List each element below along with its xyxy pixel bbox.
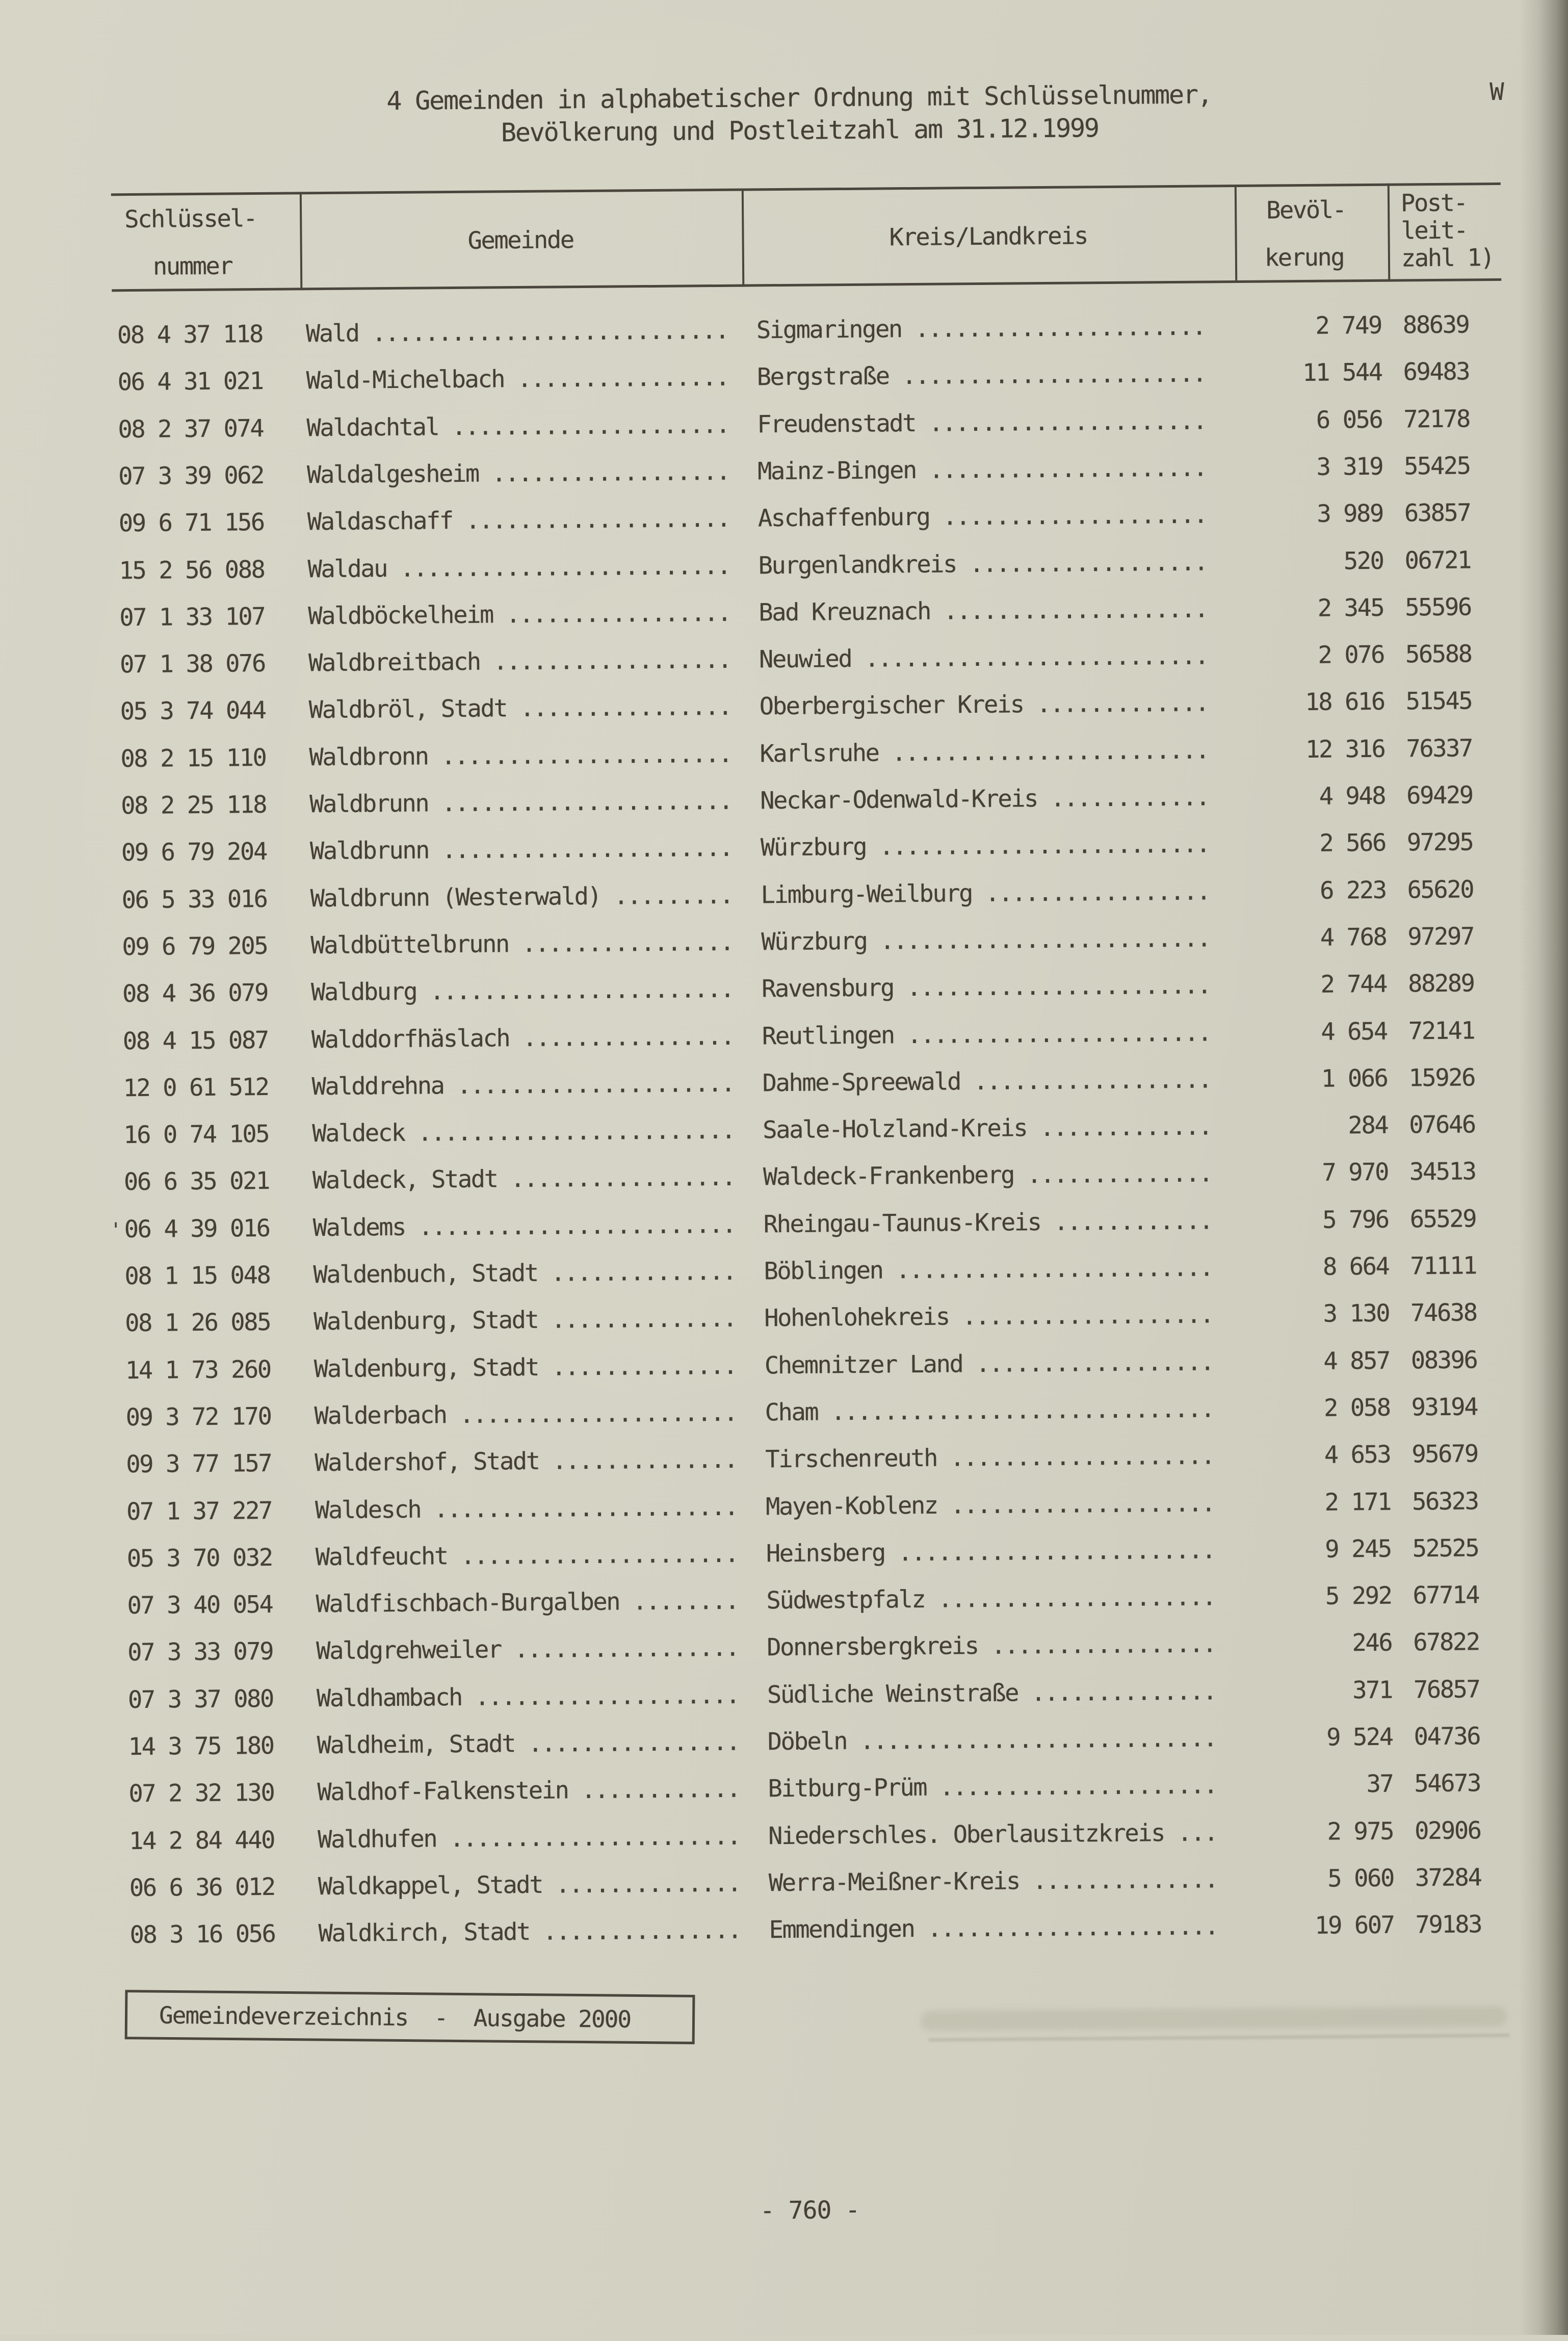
row-population: 18 616	[1305, 688, 1384, 717]
row-plz: 72178	[1403, 404, 1470, 434]
row-population: 2 744	[1320, 970, 1387, 999]
row-gemeinde: Waldbrunn (Westerwald) .........	[310, 881, 733, 913]
row-gemeinde: Waldenbuch, Stadt ..............	[313, 1257, 736, 1289]
row-gemeinde: Waldbröl, Stadt ................	[308, 693, 731, 724]
row-gemeinde: Waldachtal .....................	[306, 410, 729, 442]
row-key: 09 6 71 156	[118, 508, 264, 538]
row-plz: 65529	[1409, 1205, 1476, 1234]
table-row	[7, 1863, 1568, 1906]
row-plz: 69429	[1406, 781, 1473, 810]
row-population: 4 948	[1319, 782, 1386, 811]
row-plz: 63857	[1404, 499, 1471, 528]
row-kreis: Neckar-Odenwald-Kreis ............	[760, 783, 1209, 815]
row-key: 07 3 39 062	[118, 461, 264, 491]
row-plz: 34513	[1409, 1157, 1476, 1186]
row-population: 2 171	[1324, 1488, 1391, 1517]
table-row	[1, 1016, 1568, 1058]
row-kreis: Aschaffenburg ....................	[757, 501, 1207, 533]
row-plz: 55596	[1405, 593, 1471, 622]
table-row	[5, 1580, 1568, 1623]
row-key: 09 3 77 157	[126, 1449, 272, 1479]
row-kreis: Freudenstadt .....................	[757, 407, 1207, 438]
row-plz: 37284	[1415, 1863, 1481, 1892]
row-kreis: Niederschles. Oberlausitzkreis ...	[768, 1818, 1217, 1850]
row-key: 14 1 73 260	[125, 1355, 271, 1385]
table-row	[0, 451, 1564, 494]
row-plz: 71111	[1410, 1252, 1477, 1281]
table-row	[0, 357, 1563, 400]
page-title-line1: 4 Gemeinden in alphabetischer Ordnung mit Schlüsselnummer,	[386, 80, 1212, 116]
row-kreis: Mayen-Koblenz ....................	[765, 1489, 1215, 1521]
row-key: 12 0 61 512	[123, 1073, 269, 1102]
table-row	[0, 875, 1567, 918]
row-population: 2 345	[1317, 593, 1384, 622]
row-gemeinde: Waldböckelheim .................	[308, 599, 731, 631]
row-kreis: Karlsruhe ........................	[760, 736, 1209, 768]
row-key: 08 2 25 118	[121, 790, 267, 820]
row-key: 05 3 74 044	[120, 696, 266, 726]
row-kreis: Saale-Holzland-Kreis .............	[763, 1112, 1212, 1145]
row-kreis: Bergstraße .......................	[756, 359, 1206, 392]
row-kreis: Döbeln ...........................	[767, 1724, 1217, 1756]
row-gemeinde: Waldgrehweiler .................	[316, 1634, 739, 1666]
row-plz: 65620	[1407, 875, 1474, 904]
row-population: 5 292	[1325, 1581, 1392, 1610]
page-title-line2: Bevölkerung und Postleitzahl am 31.12.1999	[501, 113, 1099, 148]
row-kreis: Werra-Meißner-Kreis ..............	[768, 1865, 1218, 1897]
table-row	[0, 310, 1563, 353]
row-plz: 52525	[1412, 1534, 1479, 1563]
row-gemeinde: Waldbüttelbrunn ................	[310, 928, 734, 960]
table-row	[0, 827, 1567, 870]
page-number: - 760 -	[760, 2195, 860, 2225]
row-key: 06 5 33 016	[121, 885, 267, 914]
row-key: 08 2 37 074	[118, 414, 264, 444]
row-kreis: Emmendingen ......................	[769, 1912, 1218, 1944]
row-plz: 97295	[1406, 828, 1473, 857]
row-gemeinde: Wald-Michelbach ................	[306, 363, 729, 395]
row-kreis: Bad Kreuznach ....................	[759, 595, 1208, 627]
row-gemeinde: Waldbreitbach ..................	[308, 645, 731, 678]
row-gemeinde: Waldershof, Stadt ..............	[315, 1445, 738, 1477]
row-key: 06 6 35 021	[123, 1167, 270, 1196]
row-key: 08 4 37 118	[117, 320, 263, 350]
row-kreis: Waldeck-Frankenberg ..............	[763, 1159, 1212, 1191]
row-key: 06 6 36 012	[129, 1872, 275, 1903]
row-kreis: Limburg-Weilburg .................	[761, 877, 1210, 909]
row-gemeinde: Waldems ........................	[312, 1210, 736, 1242]
row-population: 2 975	[1327, 1817, 1394, 1846]
row-gemeinde: Waldbrunn ......................	[309, 834, 733, 866]
row-plz: 56588	[1405, 640, 1472, 669]
row-plz: 06721	[1404, 545, 1471, 575]
row-gemeinde: Walddorfhäslach ................	[311, 1022, 734, 1054]
row-gemeinde: Waldbronn ......................	[309, 740, 732, 771]
row-key: 07 1 33 107	[119, 602, 265, 632]
row-kreis: Südwestpfalz .....................	[766, 1583, 1216, 1615]
edition-box-label: Gemeindeverzeichnis - Ausgabe 2000	[159, 2001, 631, 2033]
row-key: 14 3 75 180	[128, 1731, 274, 1761]
table-row	[4, 1439, 1568, 1482]
row-key: 08 4 36 079	[122, 979, 268, 1008]
row-population: 6 056	[1316, 405, 1382, 434]
ghost-imprint-smudge	[921, 2006, 1507, 2031]
row-population: 3 319	[1316, 452, 1383, 481]
row-plz: 56323	[1412, 1487, 1478, 1516]
row-kreis: Oberbergischer Kreis .............	[759, 689, 1209, 721]
row-kreis: Neuwied ..........................	[759, 642, 1208, 674]
header-divider-gemeinde-kreis	[742, 189, 745, 287]
row-key: 09 3 72 170	[125, 1402, 271, 1432]
row-population: 9 524	[1326, 1723, 1393, 1752]
table-row	[0, 734, 1566, 776]
table-row	[6, 1675, 1568, 1718]
table-row	[2, 1204, 1568, 1247]
row-population: 2 566	[1319, 829, 1386, 858]
row-plz: 54673	[1414, 1769, 1481, 1798]
row-plz: 15926	[1408, 1063, 1475, 1093]
row-key: 16 0 74 105	[123, 1120, 269, 1150]
row-key: 09 6 79 205	[122, 931, 268, 961]
row-kreis: Hohenlohekreis ...................	[764, 1300, 1213, 1333]
table-row	[6, 1768, 1568, 1811]
row-population: 12 316	[1305, 735, 1385, 764]
row-population: 284	[1348, 1111, 1388, 1140]
row-plz: 95679	[1412, 1440, 1478, 1469]
row-key: 07 3 40 054	[127, 1591, 273, 1620]
row-plz: 79183	[1415, 1910, 1482, 1939]
row-gemeinde: Waldkirch, Stadt ...............	[318, 1916, 741, 1948]
corner-letter: W	[1489, 77, 1503, 107]
table-row	[7, 1815, 1568, 1858]
page-edge-shadow	[1519, 0, 1568, 2335]
row-gemeinde: Waldesch .......................	[315, 1493, 738, 1524]
col-header-bevoelkerung-line1: Bevöl-	[1266, 196, 1346, 225]
row-gemeinde: Waldenburg, Stadt ..............	[313, 1351, 737, 1383]
row-kreis: Ravensburg .......................	[761, 971, 1211, 1003]
col-header-plz-line2: leit-	[1401, 216, 1468, 245]
table-row	[1, 1110, 1568, 1153]
row-kreis: Cham .............................	[765, 1395, 1214, 1427]
row-kreis: Bitburg-Prüm .....................	[768, 1771, 1217, 1803]
row-plz: 51545	[1405, 687, 1472, 716]
row-kreis: Böblingen ........................	[764, 1254, 1213, 1286]
row-gemeinde: Waldaschaff ....................	[307, 504, 730, 536]
row-population: 2 058	[1323, 1393, 1390, 1422]
row-key: 09 6 79 204	[121, 838, 267, 867]
col-header-bevoelkerung-line2: kerung	[1264, 243, 1344, 272]
row-gemeinde: Waldfischbach-Burgalben ........	[316, 1586, 739, 1619]
row-kreis: Burgenlandkreis ..................	[758, 548, 1208, 580]
row-gemeinde: Waldeck ........................	[312, 1116, 735, 1148]
table-row	[6, 1722, 1568, 1764]
row-gemeinde: Walderbach .....................	[314, 1398, 737, 1430]
row-kreis: Sigmaringen ......................	[756, 313, 1206, 345]
row-key: 07 3 33 079	[127, 1637, 273, 1667]
row-plz: 72141	[1408, 1016, 1475, 1045]
row-kreis: Mainz-Bingen .....................	[757, 454, 1207, 486]
col-header-plz-line1: Post-	[1400, 189, 1467, 218]
row-population: 4 857	[1323, 1346, 1390, 1375]
table-row	[4, 1486, 1568, 1529]
table-row	[0, 545, 1565, 588]
row-kreis: Heinsberg ........................	[766, 1536, 1215, 1568]
table-row	[5, 1533, 1568, 1576]
row-kreis: Tirschenreuth ....................	[765, 1442, 1215, 1474]
row-plz: 74638	[1410, 1298, 1477, 1328]
table-row	[0, 969, 1568, 1011]
col-header-schluessel-line2: nummer	[152, 252, 232, 281]
row-population: 37	[1366, 1770, 1393, 1799]
row-plz: 88639	[1402, 310, 1469, 340]
row-population: 9 245	[1325, 1534, 1392, 1564]
row-population: 520	[1343, 547, 1383, 575]
row-plz: 88289	[1407, 969, 1474, 998]
table-row	[0, 404, 1564, 447]
row-plz: 76337	[1406, 734, 1473, 763]
header-divider-bevoelkerung-plz	[1388, 184, 1391, 282]
row-key: 08 4 15 087	[122, 1026, 268, 1055]
row-key: 08 2 15 110	[120, 743, 266, 773]
row-key: 14 2 84 440	[128, 1826, 275, 1855]
row-population: 19 607	[1314, 1911, 1394, 1940]
row-gemeinde: Waldheim, Stadt ................	[317, 1728, 740, 1760]
row-kreis: Chemnitzer Land ..................	[764, 1348, 1214, 1380]
row-key: 07 1 37 227	[126, 1496, 272, 1526]
row-population: 4 768	[1320, 923, 1387, 952]
row-population: 246	[1352, 1629, 1392, 1657]
row-gemeinde: Walddrehna .....................	[311, 1069, 735, 1101]
row-key: 08 1 15 048	[124, 1261, 270, 1291]
row-gemeinde: Waldenburg, Stadt ..............	[313, 1305, 737, 1336]
row-plz: 04736	[1414, 1722, 1480, 1751]
table-row	[2, 1251, 1568, 1294]
table-row	[3, 1392, 1568, 1435]
row-gemeinde: Waldburg .......................	[310, 975, 734, 1007]
header-top-rule	[111, 183, 1501, 196]
table-row	[5, 1627, 1568, 1670]
header-bottom-rule	[112, 278, 1501, 292]
row-plz: 07646	[1409, 1110, 1475, 1139]
row-kreis: Würzburg .........................	[760, 830, 1210, 862]
table-row	[7, 1910, 1568, 1953]
row-plz: 02906	[1414, 1816, 1481, 1845]
table-row	[0, 639, 1565, 682]
row-key: 05 3 70 032	[126, 1543, 272, 1573]
row-plz: 76857	[1413, 1675, 1480, 1704]
row-plz: 55425	[1403, 452, 1470, 481]
row-key: 07 1 38 076	[119, 649, 266, 679]
row-plz: 67714	[1413, 1581, 1479, 1610]
table-row	[0, 781, 1566, 823]
row-population: 8 664	[1322, 1252, 1389, 1281]
row-kreis: Reutlingen .......................	[762, 1018, 1211, 1050]
row-key: 06 4 31 021	[117, 367, 263, 397]
row-population: 5 060	[1327, 1864, 1394, 1893]
header-divider-schluessel-gemeinde	[300, 192, 303, 290]
row-population: 1 066	[1321, 1064, 1388, 1093]
row-key: 08 3 16 056	[129, 1920, 275, 1949]
row-gemeinde: Waldfeucht .....................	[315, 1540, 738, 1572]
header-divider-kreis-bevoelkerung	[1235, 185, 1238, 283]
row-plz: 67822	[1413, 1628, 1479, 1657]
row-gemeinde: Waldhambach ....................	[316, 1681, 739, 1712]
row-gemeinde: Waldhufen ......................	[317, 1822, 741, 1854]
row-kreis: Donnersbergkreis .................	[767, 1630, 1216, 1662]
row-gemeinde: Waldkappel, Stadt ..............	[318, 1869, 741, 1901]
row-key: 07 3 37 080	[127, 1684, 274, 1714]
row-population: 2 076	[1318, 640, 1384, 669]
row-population: 4 653	[1324, 1440, 1391, 1469]
table-row	[0, 686, 1566, 729]
col-header-kreis: Kreis/Landkreis	[889, 222, 1088, 252]
row-population: 6 223	[1319, 876, 1386, 905]
row-population: 3 989	[1317, 499, 1383, 528]
row-population: 2 749	[1315, 311, 1382, 340]
row-plz: 69483	[1403, 357, 1470, 386]
ghost-imprint-line	[928, 2034, 1509, 2042]
row-population: 371	[1352, 1676, 1393, 1704]
row-plz: 97297	[1407, 922, 1474, 951]
table-row	[3, 1345, 1568, 1388]
table-row	[0, 922, 1568, 965]
col-header-schluessel-line1: Schlüssel-	[124, 204, 257, 234]
table-row	[2, 1157, 1568, 1200]
row-gemeinde: Waldau .........................	[307, 552, 730, 583]
table-row	[3, 1298, 1568, 1341]
row-gemeinde: Waldhof-Falkenstein ............	[317, 1775, 740, 1807]
row-kreis: Rheingau-Taunus-Kreis ............	[763, 1207, 1213, 1239]
col-header-gemeinde: Gemeinde	[467, 226, 573, 255]
row-population: 3 130	[1323, 1299, 1390, 1329]
col-header-plz-line3: zahl 1)	[1401, 244, 1494, 273]
row-population: 11 544	[1302, 358, 1382, 387]
row-plz: 93194	[1411, 1393, 1478, 1422]
row-kreis: Südliche Weinstraße ..............	[767, 1677, 1216, 1709]
row-gemeinde: Waldalgesheim ..................	[306, 457, 730, 489]
row-key: 07 2 32 130	[128, 1779, 274, 1808]
row-plz: 08396	[1410, 1345, 1477, 1374]
row-population: 5 796	[1322, 1205, 1389, 1234]
row-key: 08 1 26 085	[125, 1308, 271, 1338]
row-population: 4 654	[1321, 1017, 1388, 1046]
row-population: 7 970	[1322, 1158, 1389, 1187]
row-key-mark: '	[110, 1218, 121, 1241]
row-kreis: Würzburg .........................	[761, 924, 1211, 956]
table-row	[0, 592, 1565, 635]
row-gemeinde: Wald ...........................	[305, 316, 728, 348]
row-gemeinde: Waldeck, Stadt .................	[312, 1163, 735, 1195]
row-gemeinde: Waldbrunn ......................	[309, 787, 733, 819]
row-kreis: Dahme-Spreewald ..................	[762, 1065, 1212, 1098]
row-key: 15 2 56 088	[119, 555, 265, 585]
edition-box	[125, 1990, 695, 2044]
row-key: 06 4 39 016	[124, 1214, 270, 1243]
table-row	[1, 1063, 1568, 1106]
table-row	[0, 498, 1564, 541]
